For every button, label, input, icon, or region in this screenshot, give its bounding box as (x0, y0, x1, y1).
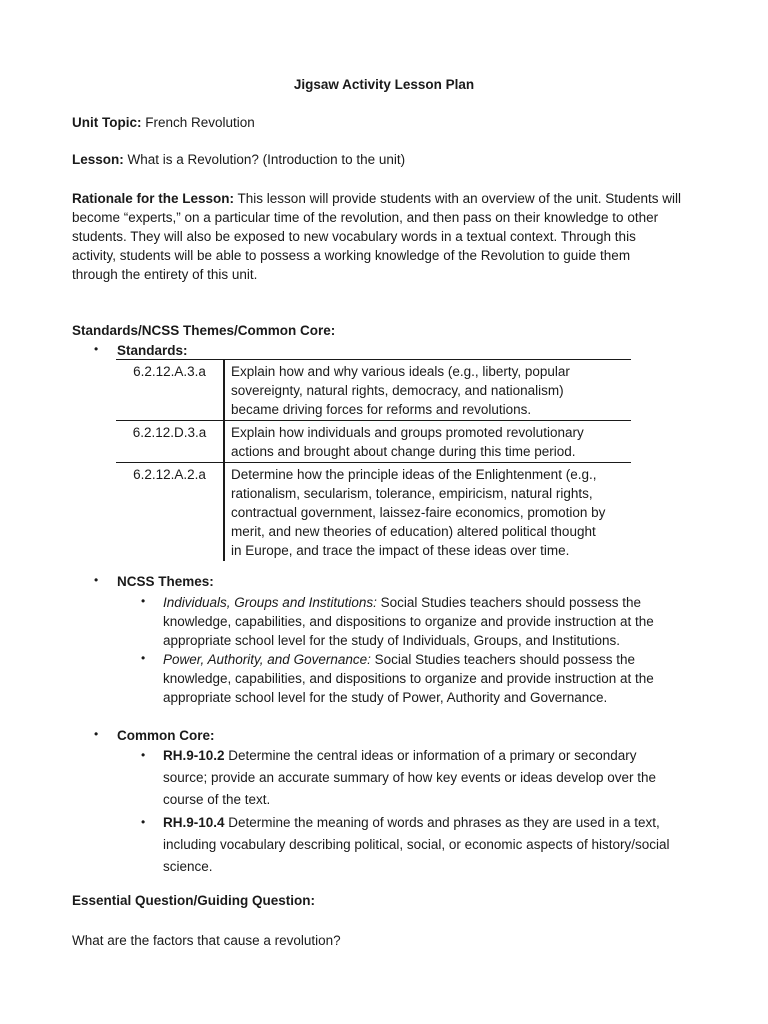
standard-description: Explain how and why various ideals (e.g., liberty, popular sovereignty, natural rights, democracy, and nationalism) became driving forces for reforms and revolutions. (224, 360, 631, 421)
ncss-theme: Power, Authority, and Governance: (163, 652, 371, 667)
lesson (72, 150, 405, 169)
table-row (116, 463, 631, 562)
bullet: • (141, 651, 146, 665)
rationale-line: This lesson will provide students with an overview of the unit. Students will (237, 191, 682, 206)
standard-code: 6.2.12.A.3.a (133, 364, 206, 379)
bullet: • (141, 594, 146, 608)
bullet: • (141, 815, 146, 829)
table-row (116, 360, 631, 421)
unit-topic-label: Unit Topic: (72, 115, 142, 130)
standards-label: Standards: (117, 343, 188, 358)
ncss-label: NCSS Themes: (117, 574, 214, 589)
standard-code: 6.2.12.A.2.a (133, 467, 206, 482)
bullet: • (94, 573, 99, 587)
standards-table (116, 359, 631, 561)
essential-question-label: Essential Question/Guiding Question: (72, 893, 316, 908)
bullet: • (141, 748, 146, 762)
common-core-item: RH.9-10.2 Determine the central ideas or information of a primary or secondary source; provide an accurate summary of how key events or ideas develop over the course of the text. (163, 748, 657, 807)
document-title: Jigsaw Activity Lesson Plan (293, 77, 475, 92)
ncss-item: Power, Authority, and Governance: Social Studies teachers should possess the knowledge, capabilities, and dispositions to organize and provide instruction at the appropriate school level for the study of Power, Authority and Governance. (163, 652, 654, 705)
rationale-line: become “experts,” on a particular time of the revolution, and then pass on their knowledge to other (72, 210, 659, 225)
rationale-label: Rationale for the Lesson: (72, 191, 235, 206)
common-core-code: RH.9-10.2 (163, 748, 225, 763)
standard-code: 6.2.12.D.3.a (132, 425, 207, 440)
unit-topic-value: French Revolution (145, 115, 255, 130)
common-core-item: RH.9-10.4 Determine the meaning of words and phrases as they are used in a text, including vocabulary describing political, social, or economic aspects of history/social science. (163, 815, 670, 874)
table-row (116, 421, 631, 463)
standard-description: Determine how the principle ideas of the Enlightenment (e.g., rationalism, secularism, tolerance, empiricism, natural rights, contractual government, laissez-faire economics, promotion by merit, and new theories of education) altered political thought in Europe, and trace the impact of these ideas over time. (224, 463, 631, 562)
rationale-line: activity, students will be able to possess a working knowledge of the Revolution to guide them (72, 248, 631, 263)
rationale-line: through the entirety of this unit. (72, 267, 258, 282)
essential-question: What are the factors that cause a revolution? (72, 933, 341, 948)
lesson-value: What is a Revolution? (Introduction to the unit) (127, 152, 406, 167)
standard-description: Explain how individuals and groups promoted revolutionary actions and brought about change during this time period. (224, 421, 631, 463)
common-core-label: Common Core: (117, 728, 215, 743)
ncss-theme: Individuals, Groups and Institutions: (163, 595, 377, 610)
rationale-line: students. They will also be exposed to new vocabulary words in a textual context. Through this (72, 229, 636, 244)
bullet: • (94, 342, 99, 356)
unit-topic (72, 113, 255, 132)
common-core-code: RH.9-10.4 (163, 815, 225, 830)
bullet: • (94, 727, 99, 741)
ncss-item: Individuals, Groups and Institutions: Social Studies teachers should possess the knowledge, capabilities, and dispositions to organize and provide instruction at the appropriate school level for the study of Individuals, Groups, and Institutions. (163, 595, 654, 648)
lesson-label: Lesson: (72, 152, 124, 167)
standards-heading: Standards/NCSS Themes/Common Core: (72, 323, 336, 338)
rationale (72, 189, 681, 284)
